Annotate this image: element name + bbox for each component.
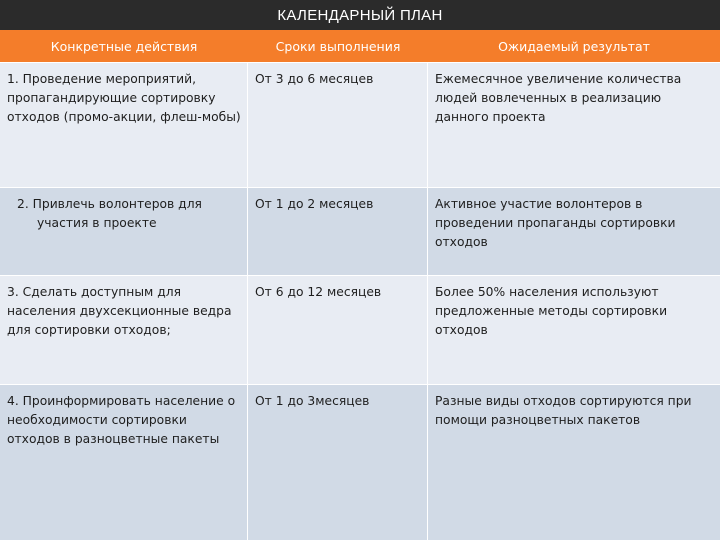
result-cell: Активное участие волонтеров в проведении пропаганды сортировки отходов	[435, 197, 676, 249]
result-cell: Разные виды отходов сортируются при помощи разноцветных пакетов	[435, 394, 692, 427]
action-cell: 4. Проинформировать население о необходимости сортировки отходов в разноцветные пакеты	[0, 385, 248, 540]
table-row	[0, 384, 720, 540]
action-cell: 3. Сделать доступным для населения двухсекционные ведра для сортировки отходов;	[0, 276, 248, 384]
page-title: КАЛЕНДАРНЫЙ ПЛАН	[0, 0, 720, 30]
header-result: Ожидаемый результат	[498, 38, 650, 54]
term-cell: От 1 до 3месяцев	[248, 385, 428, 540]
result-cell: Более 50% населения используют предложенные методы сортировки отходов	[435, 285, 668, 337]
action-cell: 2. Привлечь волонтеров для участия в проекте	[0, 188, 248, 275]
result-cell: Ежемесячное увеличение количества людей вовлеченных в реализацию данного проекта	[435, 72, 682, 124]
action-cell: 1. Проведение мероприятий, пропагандирующие сортировку отходов (промо-акции, флеш-мобы)	[0, 63, 248, 187]
table-row	[0, 275, 720, 384]
header-actions: Конкретные действия	[50, 38, 198, 54]
term-cell: От 3 до 6 месяцев	[248, 63, 428, 187]
table-row	[0, 187, 720, 275]
table-header	[0, 30, 720, 62]
table-row	[0, 62, 720, 187]
term-cell: От 6 до 12 месяцев	[248, 276, 428, 384]
term-cell: От 1 до 2 месяцев	[248, 188, 428, 275]
header-terms: Сроки выполнения	[275, 38, 401, 54]
